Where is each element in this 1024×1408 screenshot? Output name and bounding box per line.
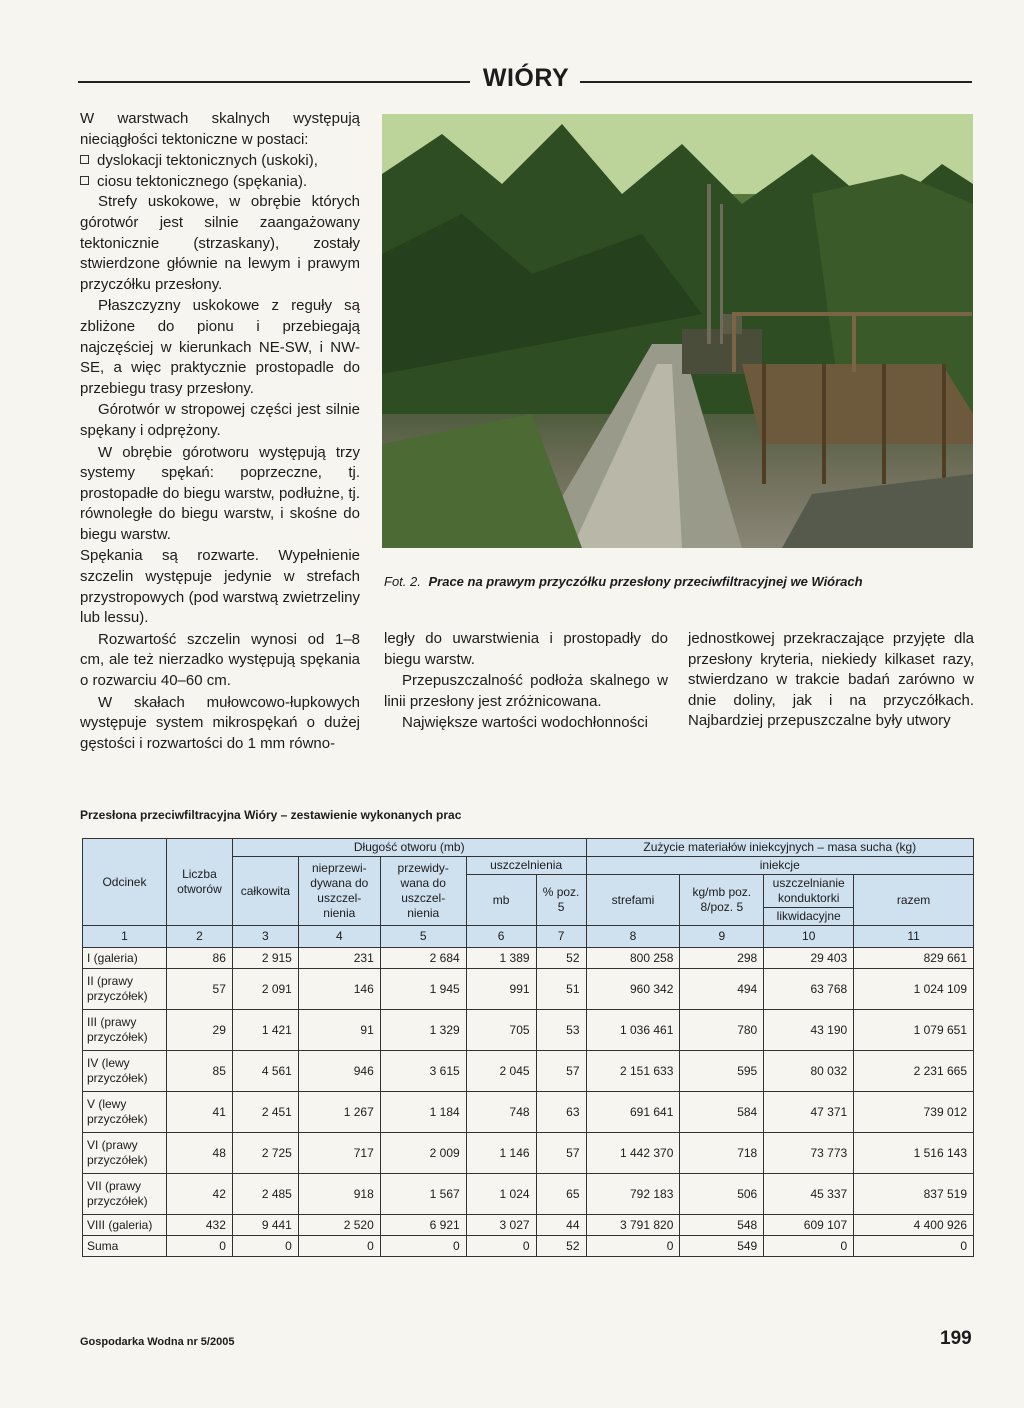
page-number: 199	[940, 1328, 972, 1349]
bullet-text: dyslokacji tektonicznych (uskoki),	[97, 152, 318, 170]
caption-label: Fot. 2.	[384, 574, 421, 589]
forest-construction-illustration	[382, 114, 973, 548]
header-uszczelnienia: uszczelnienia	[466, 857, 586, 875]
value-cell: 41	[166, 1092, 232, 1133]
header-rule-right	[580, 81, 972, 83]
value-cell: 705	[466, 1010, 536, 1051]
value-cell: 595	[680, 1051, 764, 1092]
row-label-cell: I (galeria)	[83, 948, 167, 969]
text-column-3	[688, 629, 974, 733]
table-row	[83, 969, 974, 1010]
value-cell: 1 945	[380, 969, 466, 1010]
header-odcinek: Odcinek	[83, 839, 167, 926]
value-cell: 1 146	[466, 1133, 536, 1174]
value-cell: 1 389	[466, 948, 536, 969]
value-cell: 837 519	[854, 1174, 974, 1215]
value-cell: 3 615	[380, 1051, 466, 1092]
paragraph: legły do uwarstwienia i prostopadły do biegu warstw.	[384, 630, 668, 668]
value-cell: 47 371	[764, 1092, 854, 1133]
value-cell: 3 027	[466, 1215, 536, 1236]
value-cell: 44	[536, 1215, 586, 1236]
index-cell: 7	[536, 926, 586, 948]
value-cell: 609 107	[764, 1215, 854, 1236]
value-cell: 231	[298, 948, 380, 969]
value-cell: 0	[380, 1236, 466, 1257]
value-cell: 48	[166, 1133, 232, 1174]
header-przewidywana: przewidy- wana do uszczel- nienia	[380, 857, 466, 926]
value-cell: 506	[680, 1174, 764, 1215]
value-cell: 2 684	[380, 948, 466, 969]
value-cell: 0	[764, 1236, 854, 1257]
value-cell: 85	[166, 1051, 232, 1092]
index-cell: 1	[83, 926, 167, 948]
value-cell: 2 915	[232, 948, 298, 969]
index-cell: 6	[466, 926, 536, 948]
value-cell: 51	[536, 969, 586, 1010]
value-cell: 2 151 633	[586, 1051, 680, 1092]
row-label-cell: VII (prawy przyczółek)	[83, 1174, 167, 1215]
header-kgmb: kg/mb poz. 8/poz. 5	[680, 875, 764, 926]
paragraph: Rozwartość szczelin wynosi od 1–8 cm, ale też nierzadko występują spękania o rozwarciu 40–60 cm.	[80, 630, 360, 690]
section-title: WIÓRY	[482, 64, 570, 92]
paragraph: Spękania są rozwarte. Wypełnienie szczelin występuje jedynie w strefach przystropowych (pod warstwą zwietrzeliny lub lessu).	[80, 547, 360, 627]
value-cell: 9 441	[232, 1215, 298, 1236]
value-cell: 691 641	[586, 1092, 680, 1133]
photo-caption	[384, 574, 974, 589]
value-cell: 146	[298, 969, 380, 1010]
value-cell: 0	[466, 1236, 536, 1257]
value-cell: 2 725	[232, 1133, 298, 1174]
table-row	[83, 1010, 974, 1051]
value-cell: 3 791 820	[586, 1215, 680, 1236]
paragraph: Płaszczyzny uskokowe z reguły są zbliżone do pionu i przebiegają najczęściej w kierunkach NE-SW, i NW-SE, a więc praktycznie prostopadle do przebiegu trasy przesłony.	[80, 297, 360, 397]
row-label-cell: II (prawy przyczółek)	[83, 969, 167, 1010]
value-cell: 0	[298, 1236, 380, 1257]
value-cell: 991	[466, 969, 536, 1010]
value-cell: 52	[536, 948, 586, 969]
value-cell: 780	[680, 1010, 764, 1051]
bullet-item	[80, 151, 360, 172]
value-cell: 53	[536, 1010, 586, 1051]
value-cell: 29	[166, 1010, 232, 1051]
value-cell: 717	[298, 1133, 380, 1174]
value-cell: 1 267	[298, 1092, 380, 1133]
header-konduktorki: uszczelnianie konduktorki	[764, 875, 854, 908]
value-cell: 52	[536, 1236, 586, 1257]
row-label-cell: V (lewy przyczółek)	[83, 1092, 167, 1133]
paragraph: W obrębie górotworu występują trzy systemy spękań: poprzeczne, tj. prostopadłe do biegu warstw, podłużne, tj. równoległe do biegu warstw, i skośne do biegu warstw.	[80, 443, 360, 543]
checkbox-bullet-icon	[80, 176, 89, 185]
header-proc: % poz. 5	[536, 875, 586, 926]
header-nieprzewidywana: nieprzewi- dywana do uszczel- nienia	[298, 857, 380, 926]
value-cell: 792 183	[586, 1174, 680, 1215]
value-cell: 800 258	[586, 948, 680, 969]
index-cell: 2	[166, 926, 232, 948]
value-cell: 2 045	[466, 1051, 536, 1092]
section-header	[78, 62, 972, 102]
value-cell: 739 012	[854, 1092, 974, 1133]
header-razem: razem	[854, 875, 974, 926]
paragraph: W skałach mułowcowo-łupkowych występuje system mikrospękań o dużej gęstości i rozwartości do 1 mm równo-	[80, 693, 360, 752]
value-cell: 73 773	[764, 1133, 854, 1174]
bullet-item	[80, 172, 360, 193]
site-photo	[382, 114, 973, 548]
paragraph: Przepuszczalność podłoża skalnego w linii przesłony jest zróżnicowana.	[384, 672, 668, 710]
value-cell: 2 451	[232, 1092, 298, 1133]
table-row	[83, 1133, 974, 1174]
index-cell: 3	[232, 926, 298, 948]
value-cell: 1 024	[466, 1174, 536, 1215]
caption-text: Prace na prawym przyczółku przesłony przeciwfiltracyjnej we Wiórach	[428, 574, 863, 589]
header-mb: mb	[466, 875, 536, 926]
index-cell: 4	[298, 926, 380, 948]
table-row	[83, 948, 974, 969]
header-zuzycie: Zużycie materiałów iniekcyjnych – masa sucha (kg)	[586, 839, 973, 857]
value-cell: 432	[166, 1215, 232, 1236]
row-label-cell: VIII (galeria)	[83, 1215, 167, 1236]
checkbox-bullet-icon	[80, 155, 89, 164]
value-cell: 1 516 143	[854, 1133, 974, 1174]
paragraph: Górotwór w stropowej części jest silnie spękany i odprężony.	[80, 401, 360, 439]
works-summary-table	[82, 838, 974, 1257]
header-calkowita: całkowita	[232, 857, 298, 926]
value-cell: 6 921	[380, 1215, 466, 1236]
value-cell: 1 567	[380, 1174, 466, 1215]
text-column-2	[384, 629, 668, 735]
value-cell: 2 485	[232, 1174, 298, 1215]
table-row	[83, 1215, 974, 1236]
paragraph: Strefy uskokowe, w obrębie których górotwór jest silnie zaangażowany tektonicznie (strzaskany), zostały stwierdzone głównie na lewym i prawym przyczółku przesłony.	[80, 193, 360, 293]
value-cell: 63	[536, 1092, 586, 1133]
value-cell: 918	[298, 1174, 380, 1215]
table-row	[83, 1051, 974, 1092]
row-label-cell: IV (lewy przyczółek)	[83, 1051, 167, 1092]
value-cell: 57	[166, 969, 232, 1010]
value-cell: 42	[166, 1174, 232, 1215]
value-cell: 946	[298, 1051, 380, 1092]
value-cell: 80 032	[764, 1051, 854, 1092]
value-cell: 1 036 461	[586, 1010, 680, 1051]
value-cell: 65	[536, 1174, 586, 1215]
value-cell: 829 661	[854, 948, 974, 969]
paragraph: jednostkowej przekraczające przyjęte dla przesłony kryteria, niekiedy kilkaset razy, stwierdzano w trakcie badań zarówno w dnie doliny, jak i na przyczółkach. Najbardziej przepuszczalne były utwory	[688, 630, 974, 730]
value-cell: 2 231 665	[854, 1051, 974, 1092]
value-cell: 748	[466, 1092, 536, 1133]
value-cell: 45 337	[764, 1174, 854, 1215]
value-cell: 2 009	[380, 1133, 466, 1174]
row-label-cell: VI (prawy przyczółek)	[83, 1133, 167, 1174]
value-cell: 1 184	[380, 1092, 466, 1133]
value-cell: 2 091	[232, 969, 298, 1010]
value-cell: 29 403	[764, 948, 854, 969]
index-cell: 8	[586, 926, 680, 948]
header-rule-left	[78, 81, 470, 83]
value-cell: 1 442 370	[586, 1133, 680, 1174]
value-cell: 57	[536, 1051, 586, 1092]
table-row	[83, 1092, 974, 1133]
header-iniekcje: iniekcje	[586, 857, 973, 875]
value-cell: 86	[166, 948, 232, 969]
value-cell: 1 421	[232, 1010, 298, 1051]
journal-name: Gospodarka Wodna nr 5/2005	[80, 1336, 235, 1348]
value-cell: 298	[680, 948, 764, 969]
paragraph: W warstwach skalnych występują nieciągłości tektoniczne w postaci:	[80, 110, 360, 148]
value-cell: 494	[680, 969, 764, 1010]
index-cell: 11	[854, 926, 974, 948]
value-cell: 1 024 109	[854, 969, 974, 1010]
value-cell: 0	[854, 1236, 974, 1257]
value-cell: 57	[536, 1133, 586, 1174]
value-cell: 2 520	[298, 1215, 380, 1236]
table-row	[83, 1174, 974, 1215]
value-cell: 63 768	[764, 969, 854, 1010]
value-cell: 1 329	[380, 1010, 466, 1051]
paragraph: Największe wartości wodochłonności	[402, 714, 648, 732]
value-cell: 0	[586, 1236, 680, 1257]
index-cell: 10	[764, 926, 854, 948]
value-cell: 1 079 651	[854, 1010, 974, 1051]
table-row	[83, 1236, 974, 1257]
value-cell: 0	[166, 1236, 232, 1257]
table-title: Przesłona przeciwfiltracyjna Wióry – zestawienie wykonanych prac	[80, 808, 462, 822]
value-cell: 91	[298, 1010, 380, 1051]
header-strefami: strefami	[586, 875, 680, 926]
value-cell: 548	[680, 1215, 764, 1236]
header-liczba: Liczba otworów	[166, 839, 232, 926]
header-likwidacyjne: likwidacyjne	[764, 908, 854, 926]
index-cell: 9	[680, 926, 764, 948]
column-index-row	[83, 926, 974, 948]
value-cell: 584	[680, 1092, 764, 1133]
row-label-cell: Suma	[83, 1236, 167, 1257]
value-cell: 549	[680, 1236, 764, 1257]
value-cell: 4 400 926	[854, 1215, 974, 1236]
header-dlugosc: Długość otworu (mb)	[232, 839, 586, 857]
value-cell: 718	[680, 1133, 764, 1174]
value-cell: 0	[232, 1236, 298, 1257]
text-column-1	[80, 109, 360, 755]
value-cell: 960 342	[586, 969, 680, 1010]
table-body	[83, 948, 974, 1257]
index-cell: 5	[380, 926, 466, 948]
bullet-text: ciosu tektonicznego (spękania).	[97, 172, 308, 190]
row-label-cell: III (prawy przyczółek)	[83, 1010, 167, 1051]
value-cell: 43 190	[764, 1010, 854, 1051]
value-cell: 4 561	[232, 1051, 298, 1092]
